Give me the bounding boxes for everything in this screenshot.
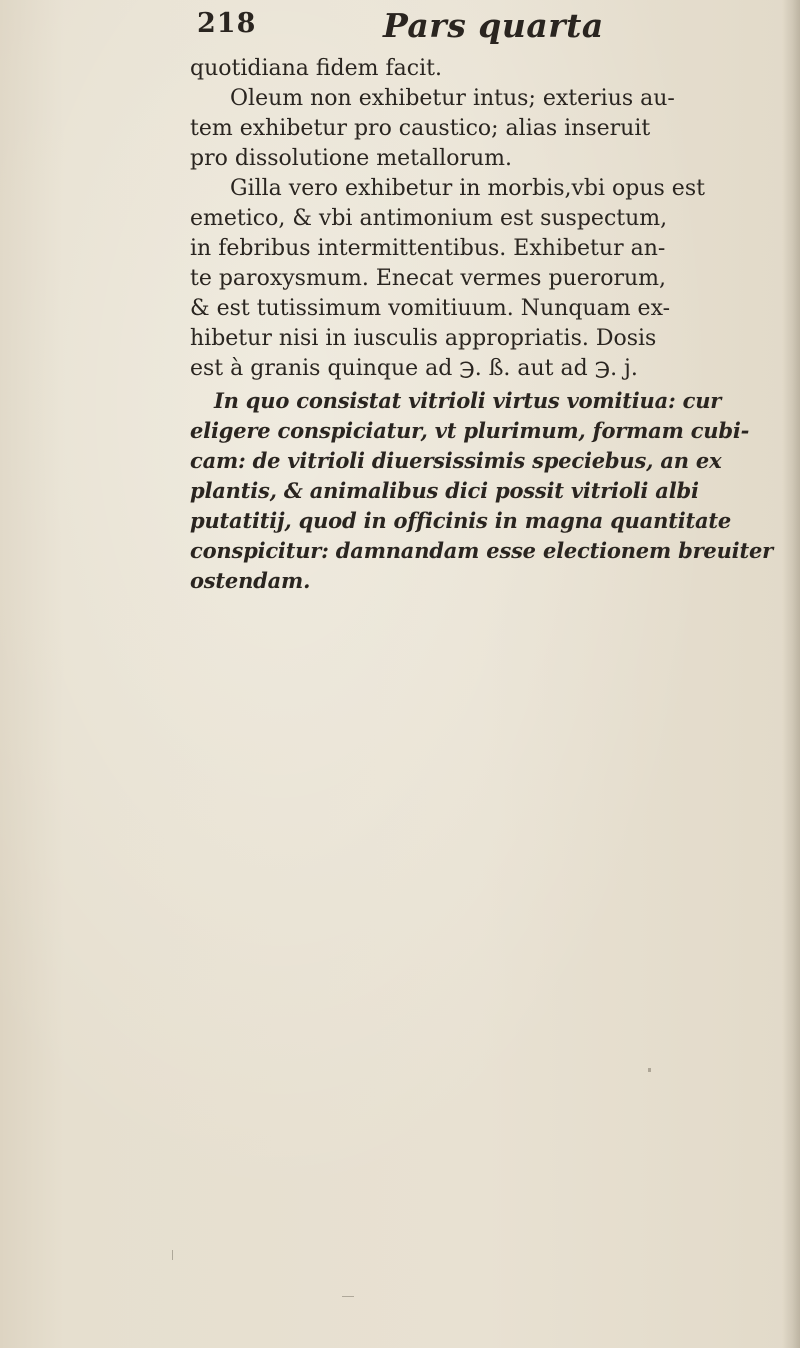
- italic-line-6: conspicitur: damnandam esse electionem breuiter: [190, 538, 773, 563]
- text-line-11: est à granis quinque ad ℈. ß. aut ad ℈. j.: [190, 356, 638, 381]
- text-line-3: tem exhibetur pro caustico; alias inseruit: [190, 116, 651, 141]
- text-line-8: te paroxysmum. Enecat vermes puerorum,: [190, 266, 667, 291]
- italic-line-1: In quo consistat vitrioli virtus vomitiua: cur: [214, 388, 722, 413]
- ink-speck: [172, 1250, 173, 1260]
- page-number: 218: [197, 8, 257, 39]
- running-head-title: Pars quarta: [383, 6, 604, 45]
- ink-speck: [648, 1068, 651, 1072]
- italic-line-4: plantis, & animalibus dici possit vitrioli albi: [190, 478, 699, 503]
- roman-paragraphs: [190, 54, 795, 384]
- italic-line-3: cam: de vitrioli diuersissimis speciebus, an ex: [190, 448, 722, 473]
- italic-line-5: putatitij, quod in officinis in magna quantitate: [190, 508, 732, 533]
- text-line-7: in febribus intermittentibus. Exhibetur an-: [190, 236, 666, 261]
- text-block: [190, 54, 795, 596]
- text-line-1: quotidiana fidem facit.: [190, 56, 442, 81]
- text-line-5: Gilla vero exhibetur in morbis,vbi opus est: [230, 176, 705, 201]
- text-line-2: Oleum non exhibetur intus; exterius au-: [230, 86, 675, 111]
- text-line-4: pro dissolutione metallorum.: [190, 146, 512, 171]
- italic-paragraph: [190, 386, 795, 596]
- ink-speck: [342, 1296, 354, 1297]
- text-line-10: hibetur nisi in iusculis appropriatis. Dosis: [190, 326, 657, 351]
- italic-line-7: ostendam.: [190, 568, 311, 593]
- text-line-6: emetico, & vbi antimonium est suspectum,: [190, 206, 668, 231]
- italic-line-2: eligere conspiciatur, vt plurimum, formam cubi-: [190, 418, 750, 443]
- text-line-9: & est tutissimum vomitiuum. Nunquam ex-: [190, 296, 671, 321]
- running-head: [197, 6, 637, 52]
